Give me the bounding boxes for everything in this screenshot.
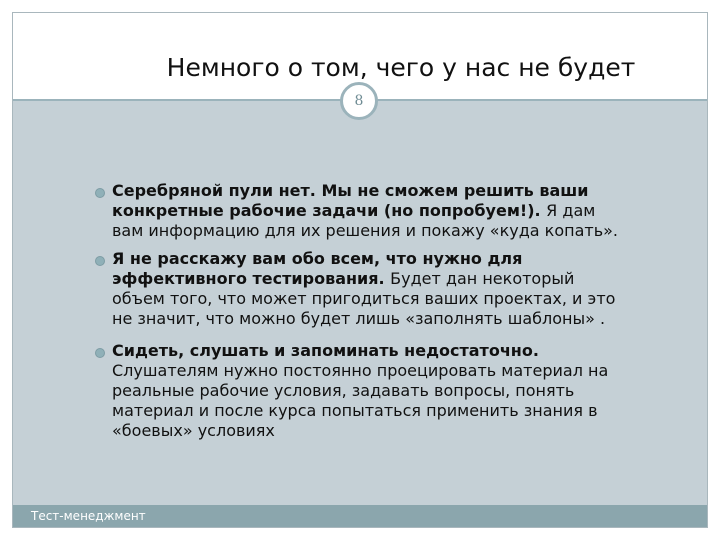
bullet-2-line-4: не значит, что можно будет лишь «заполнять шаблоны» . <box>112 309 606 328</box>
bullet-2-line-2-bold-part: эффективного тестирования. <box>112 269 391 288</box>
content-area <box>13 101 707 505</box>
page-number-badge <box>340 82 378 120</box>
bullet-3-line-4: материал и после курса попытаться применить знания в <box>112 401 598 420</box>
bullet-3-line-3: реальные рабочие условия, задавать вопросы, понять <box>112 381 575 400</box>
bullet-1-line-2 <box>112 201 672 221</box>
slide-frame <box>12 12 708 528</box>
bullet-2-line-3: объем того, что может пригодиться ваших проектах, и это <box>112 289 616 308</box>
bullet-icon <box>95 256 105 266</box>
bullet-text-3 <box>112 341 672 441</box>
bullet-list <box>13 101 707 505</box>
slide-title: Немного о том, чего у нас не будет <box>166 53 636 82</box>
bullet-1-line-2-regular-part: Я дам <box>546 201 596 220</box>
bullet-text-2 <box>112 249 672 329</box>
bullet-2-line-2 <box>112 269 672 289</box>
bullet-2-line-2-regular-part: Будет дан некоторый <box>390 269 575 288</box>
bullet-text-1 <box>112 181 672 241</box>
page-number: 8 <box>354 93 364 109</box>
bullet-3-line-1: Сидеть, слушать и запоминать недостаточно. <box>112 341 539 360</box>
bullet-icon <box>95 188 105 198</box>
footer-bar <box>13 505 707 527</box>
footer-text: Тест-менеджмент <box>31 509 146 523</box>
bullet-1-line-2-bold-part: конкретные рабочие задачи (но попробуем!). <box>112 201 547 220</box>
bullet-3-line-5: «боевых» условиях <box>112 421 275 440</box>
bullet-1-line-3: вам информацию для их решения и покажу «куда копать». <box>112 221 618 240</box>
bullet-3-line-2: Слушателям нужно постоянно проецировать материал на <box>112 361 609 380</box>
bullet-2-line-1: Я не расскажу вам обо всем, что нужно для <box>112 249 523 268</box>
bullet-icon <box>95 348 105 358</box>
bullet-1-line-1: Серебряной пули нет. Мы не сможем решить ваши <box>112 181 589 200</box>
